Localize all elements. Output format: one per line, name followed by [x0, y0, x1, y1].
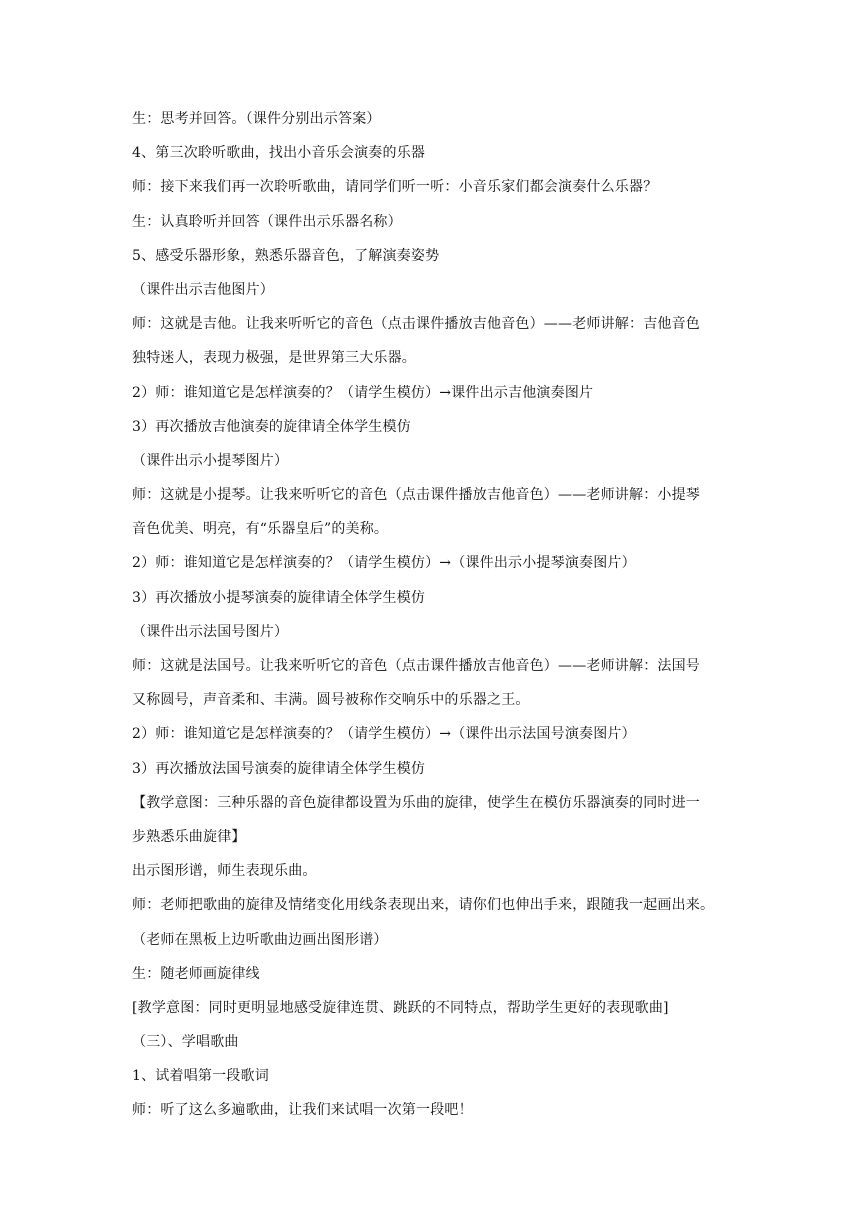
- teaching-intent-note: [教学意图：同时更明显地感受旋律连贯、跳跃的不同特点，帮助学生更好的表现歌曲]: [132, 999, 669, 1016]
- text-line: 3）再次播放小提琴演奏的旋律请全体学生模仿: [132, 589, 426, 606]
- text-line: 3）再次播放法国号演奏的旋律请全体学生模仿: [132, 760, 426, 777]
- section-heading: 5、感受乐器形象，熟悉乐器音色，了解演奏姿势: [132, 247, 440, 264]
- text-line: 师：老师把歌曲的旋律及情绪变化用线条表现出来，请你们也伸出手来，跟随我一起画出来。: [132, 897, 715, 914]
- teaching-intent-note: 【教学意图：三种乐器的音色旋律都设置为乐曲的旋律，使学生在模仿乐器演奏的同时进一: [132, 794, 700, 811]
- text-line: 2）师：谁知道它是怎样演奏的？（请学生模仿）→（课件出示小提琴演奏图片）: [132, 555, 636, 572]
- text-line: 音色优美、明亮，有“乐器皇后”的美称。: [132, 521, 389, 538]
- text-line: 又称圆号，声音柔和、丰满。圆号被称作交响乐中的乐器之王。: [132, 692, 530, 709]
- text-line: 生：认真聆听并回答（课件出示乐器名称）: [132, 213, 402, 230]
- text-line: 师：这就是法国号。让我来听听它的音色（点击课件播放吉他音色）——老师讲解：法国号: [132, 658, 700, 674]
- document-page: [132, 110, 732, 1136]
- text-line: 师：听了这么多遍歌曲，让我们来试唱一次第一段吧！: [132, 1102, 473, 1119]
- text-line: 出示图形谱，师生表现乐曲。: [132, 863, 317, 880]
- text-line: （课件出示吉他图片）: [132, 281, 274, 298]
- text-line: （老师在黑板上边听歌曲边画出图形谱）: [132, 931, 388, 948]
- text-line: 师：这就是小提琴。让我来听听它的音色（点击课件播放吉他音色）——老师讲解：小提琴: [132, 487, 700, 504]
- text-line: 2）师：谁知道它是怎样演奏的？（请学生模仿）→（课件出示法国号演奏图片）: [132, 726, 636, 743]
- text-line: 3）再次播放吉他演奏的旋律请全体学生模仿: [132, 418, 411, 435]
- teaching-intent-note: 步熟悉乐曲旋律】: [132, 828, 246, 845]
- text-line: 独特迷人，表现力极强，是世界第三大乐器。: [132, 350, 416, 367]
- text-line: 师：这就是吉他。让我来听听它的音色（点击课件播放吉他音色）——老师讲解：吉他音色: [132, 316, 700, 333]
- text-line: 2）师：谁知道它是怎样演奏的？（请学生模仿）→课件出示吉他演奏图片: [132, 384, 594, 401]
- section-heading: 4、第三次聆听歌曲，找出小音乐会演奏的乐器: [132, 145, 426, 162]
- section-heading: 1、试着唱第一段歌词: [132, 1068, 269, 1085]
- text-line: （课件出示小提琴图片）: [132, 452, 289, 469]
- text-line: （课件出示法国号图片）: [132, 623, 289, 640]
- text-line: 生：思考并回答。（课件分别出示答案）: [132, 111, 381, 127]
- text-line: 师：接下来我们再一次聆听歌曲，请同学们听一听：小音乐家们都会演奏什么乐器？: [132, 179, 658, 196]
- section-heading: （三）、学唱歌曲: [132, 1034, 239, 1051]
- text-line: 生：随老师画旋律线: [132, 965, 260, 982]
